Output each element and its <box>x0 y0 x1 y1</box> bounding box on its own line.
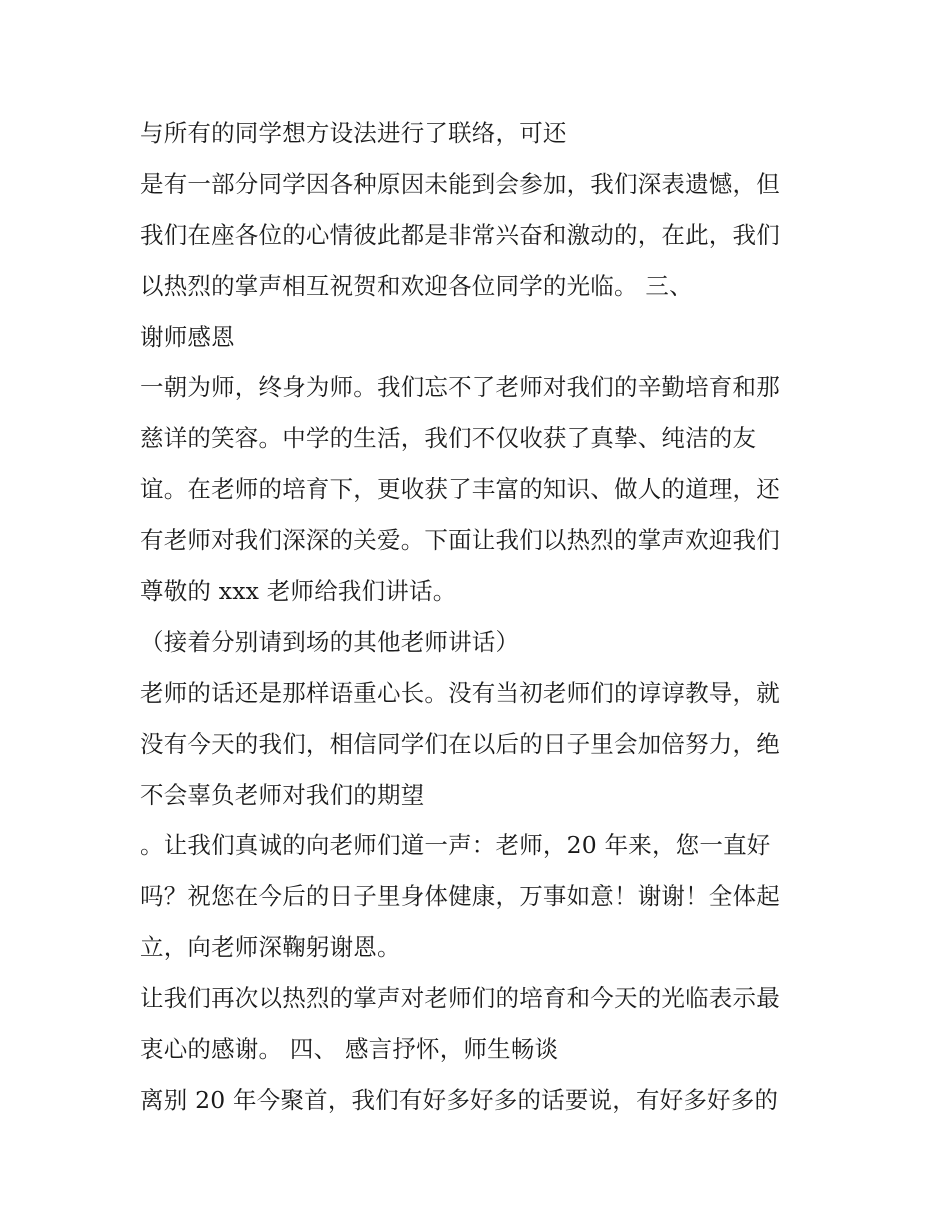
text-line: 吗？祝您在今后的日子里身体健康，万事如意！谢谢！全体起 <box>140 882 780 911</box>
text-line: 一朝为师，终身为师。我们忘不了老师对我们的辛勤培育和那 <box>140 373 780 402</box>
section-heading: 谢师感恩 <box>140 322 235 351</box>
text-line: 与所有的同学想方设法进行了联络，可还 <box>140 119 567 147</box>
text-line: 衷心的感谢。 四、 感言抒怀，师生畅谈 <box>140 1035 559 1064</box>
text-line: 离别 20 年今聚首，我们有好多好多的话要说，有好多好多的 <box>140 1085 779 1114</box>
text-line: （接着分别请到场的其他老师讲话） <box>140 627 520 656</box>
text-line: 尊敬的 xxx 老师给我们讲话。 <box>140 577 457 606</box>
text-line: 立，向老师深鞠躬谢恩。 <box>140 933 401 962</box>
text-line: 是有一部分同学因各种原因未能到会参加，我们深表遗憾，但 <box>140 169 780 198</box>
text-line: 让我们再次以热烈的掌声对老师们的培育和今天的光临表示最 <box>140 984 780 1013</box>
document-text-body <box>140 108 820 1126</box>
text-line: 我们在座各位的心情彼此都是非常兴奋和激动的，在此，我们 <box>140 220 780 249</box>
text-line: 老师的话还是那样语重心长。没有当初老师们的谆谆教导，就 <box>140 678 780 707</box>
text-line: 有老师对我们深深的关爱。下面让我们以热烈的掌声欢迎我们 <box>140 526 780 555</box>
text-line: 谊。在老师的培育下，更收获了丰富的知识、做人的道理，还 <box>140 475 780 504</box>
text-line: 以热烈的掌声相互祝贺和欢迎各位同学的光临。 三、 <box>140 271 693 300</box>
text-line: 。让我们真诚的向老师们道一声：老师，20 年来，您一直好 <box>140 831 771 860</box>
text-line: 慈详的笑容。中学的生活，我们不仅收获了真挚、纯洁的友 <box>140 424 757 453</box>
text-line: 不会辜负老师对我们的期望 <box>140 780 425 809</box>
text-line: 没有今天的我们，相信同学们在以后的日子里会加倍努力，绝 <box>140 729 780 758</box>
